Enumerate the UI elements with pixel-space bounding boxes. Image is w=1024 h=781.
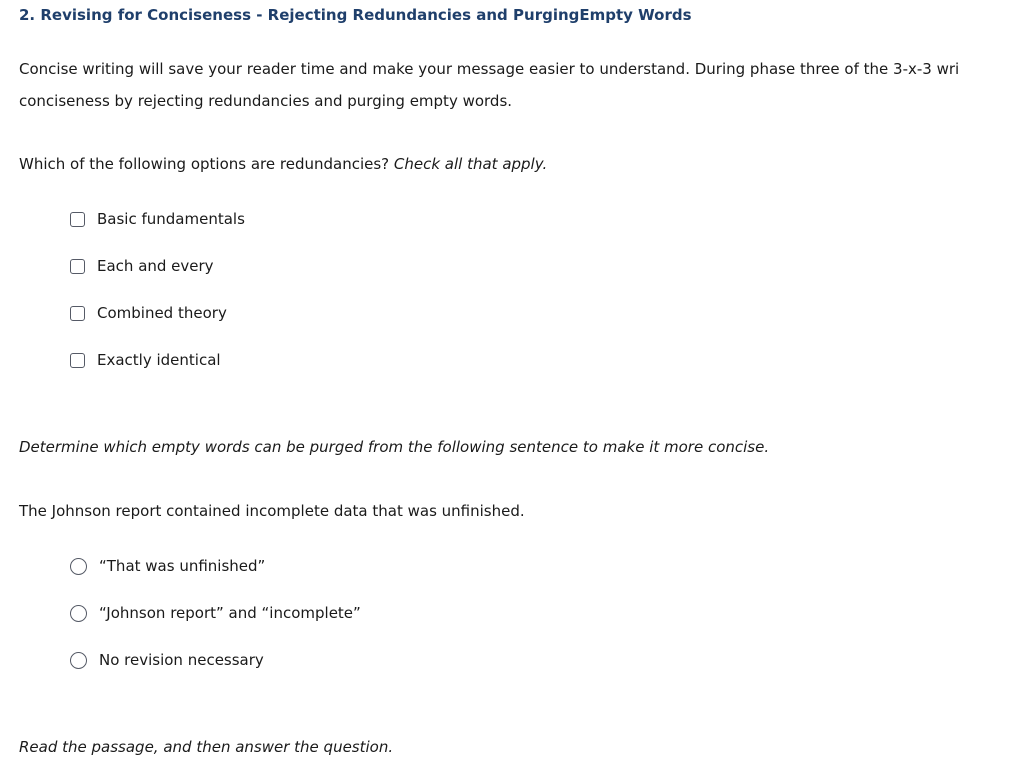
empty-words-question-prompt: Determine which empty words can be purged from the following sentence to make it more concise. xyxy=(19,438,770,456)
redundancy-option-1[interactable] xyxy=(70,208,245,230)
option-label: Each and every xyxy=(97,257,214,275)
example-sentence: The Johnson report contained incomplete data that was unfinished. xyxy=(19,502,525,520)
intro-text-line-2: conciseness by rejecting redundancies and purging empty words. xyxy=(19,92,513,110)
intro-text-line-1: Concise writing will save your reader time and make your message easier to understand. During phase three of the 3-x-3 wri xyxy=(19,60,960,78)
radio-button[interactable] xyxy=(70,605,87,622)
option-label: Combined theory xyxy=(97,304,227,322)
option-label: No revision necessary xyxy=(99,651,264,669)
redundancy-option-2[interactable] xyxy=(70,255,214,277)
radio-button[interactable] xyxy=(70,652,87,669)
redundancy-option-3[interactable] xyxy=(70,302,227,324)
question-title: 2. Revising for Conciseness - Rejecting Redundancies and PurgingEmpty Words xyxy=(19,6,692,24)
redundancy-question-prompt xyxy=(19,154,547,174)
checkbox[interactable] xyxy=(70,259,85,274)
checkbox[interactable] xyxy=(70,212,85,227)
option-label: Basic fundamentals xyxy=(97,210,245,228)
option-label: “Johnson report” and “incomplete” xyxy=(99,604,361,622)
passage-question-prompt: Read the passage, and then answer the question. xyxy=(19,738,394,756)
empty-words-option-2[interactable] xyxy=(70,602,361,624)
radio-button[interactable] xyxy=(70,558,87,575)
redundancy-question-text: Which of the following options are redundancies? xyxy=(19,155,394,173)
empty-words-option-3[interactable] xyxy=(70,649,264,671)
option-label: Exactly identical xyxy=(97,351,221,369)
checkbox[interactable] xyxy=(70,353,85,368)
check-all-instruction: Check all that apply. xyxy=(393,155,548,173)
empty-words-option-1[interactable] xyxy=(70,555,265,577)
option-label: “That was unfinished” xyxy=(99,557,266,575)
redundancy-option-4[interactable] xyxy=(70,349,221,371)
checkbox[interactable] xyxy=(70,306,85,321)
